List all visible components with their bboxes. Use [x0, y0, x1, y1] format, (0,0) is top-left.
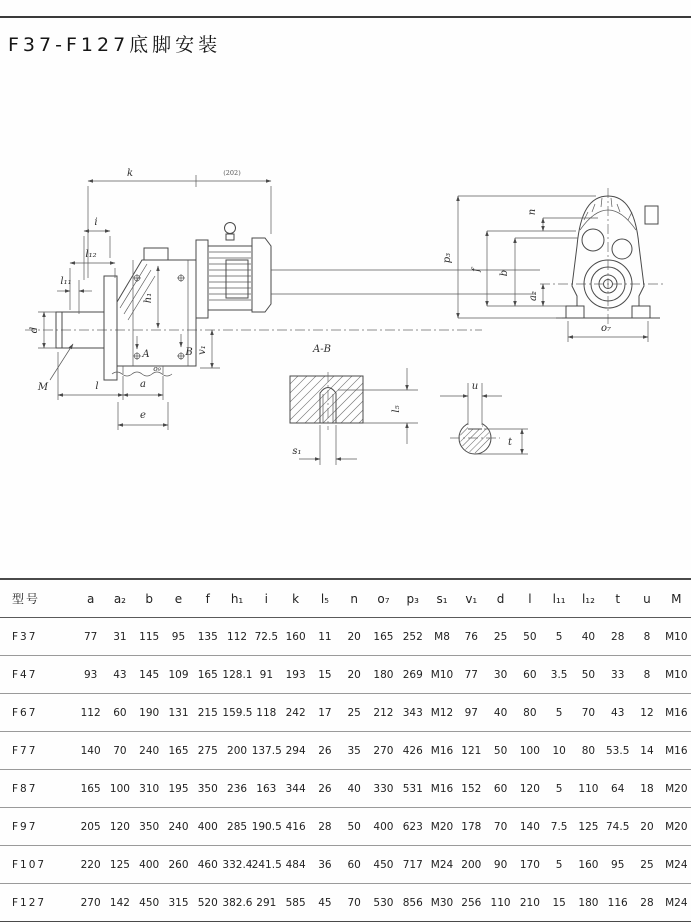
value-cell: 332.4 — [222, 858, 253, 871]
value-cell: 165 — [197, 668, 218, 681]
value-cell: 195 — [168, 782, 189, 795]
value-cell: 212 — [373, 706, 394, 719]
value-cell: 77 — [464, 668, 478, 681]
top-divider — [0, 16, 691, 18]
value-cell: 28 — [318, 820, 332, 833]
dim-label-h1: h₁ — [143, 292, 154, 304]
value-cell: 97 — [464, 706, 478, 719]
value-cell: 60 — [523, 668, 537, 681]
value-cell: 60 — [113, 706, 127, 719]
value-cell: 7.5 — [550, 820, 568, 833]
column-header: o₇ — [377, 591, 390, 606]
value-cell: 20 — [347, 668, 361, 681]
model-cell: F37 — [12, 630, 38, 643]
value-cell: 350 — [139, 820, 160, 833]
column-header: i — [264, 591, 268, 606]
value-cell: 256 — [461, 896, 482, 909]
value-cell: 240 — [168, 820, 189, 833]
value-cell: 623 — [402, 820, 423, 833]
dim-label-l: l — [95, 381, 99, 392]
value-cell: 160 — [578, 858, 599, 871]
dim-label-i: i — [94, 217, 98, 228]
value-cell: M24 — [665, 858, 688, 871]
model-cell: F47 — [12, 668, 38, 681]
value-cell: 43 — [611, 706, 625, 719]
value-cell: M16 — [665, 744, 688, 757]
value-cell: 145 — [139, 668, 160, 681]
column-header: k — [292, 591, 300, 606]
table-row — [0, 808, 691, 846]
value-cell: 77 — [83, 630, 98, 643]
value-cell: 200 — [461, 858, 482, 871]
column-header: v₁ — [465, 591, 478, 606]
value-cell: 35 — [347, 744, 361, 757]
value-cell: 152 — [461, 782, 482, 795]
value-cell: 200 — [227, 744, 248, 757]
value-cell: 856 — [402, 896, 423, 909]
value-cell: 426 — [402, 744, 423, 757]
value-cell: 110 — [490, 896, 511, 909]
dim-label-u: u — [471, 381, 479, 392]
value-cell: 5 — [555, 630, 563, 643]
value-cell: 116 — [607, 896, 628, 909]
value-cell: 585 — [285, 896, 306, 909]
end-view-drawing — [442, 188, 664, 342]
value-cell: 400 — [139, 858, 160, 871]
value-cell: 60 — [347, 858, 361, 871]
value-cell: M12 — [430, 706, 454, 719]
value-cell: 40 — [581, 630, 596, 643]
value-cell: 330 — [373, 782, 394, 795]
value-cell: 350 — [197, 782, 218, 795]
column-header: f — [205, 591, 210, 606]
value-cell: 215 — [197, 706, 218, 719]
value-cell: 460 — [197, 858, 218, 871]
column-header: l₁₁ — [552, 591, 566, 606]
value-cell: 40 — [493, 706, 508, 719]
value-cell: 26 — [318, 782, 332, 795]
value-cell: 53.5 — [606, 744, 630, 757]
value-cell: 95 — [611, 858, 625, 871]
section-mark-A: A — [142, 349, 150, 360]
value-cell: 30 — [493, 668, 508, 681]
dim-label-n: n — [527, 208, 538, 216]
value-cell: 382.6 — [222, 896, 253, 909]
column-header: b — [145, 591, 154, 606]
value-cell: 240 — [139, 744, 160, 757]
value-cell: M20 — [665, 782, 688, 795]
value-cell: 90 — [493, 858, 508, 871]
value-cell: 118 — [256, 706, 277, 719]
table-row — [0, 884, 691, 922]
dim-label-o7: o₇ — [600, 323, 612, 334]
value-cell: 717 — [402, 858, 423, 871]
value-cell: 315 — [168, 896, 189, 909]
dim-label-d: d — [29, 326, 40, 334]
value-cell: 180 — [373, 668, 394, 681]
value-cell: 25 — [493, 630, 508, 643]
value-cell: 142 — [109, 896, 130, 909]
column-header: 型号 — [12, 592, 41, 606]
value-cell: 416 — [285, 820, 306, 833]
value-cell: 165 — [373, 630, 394, 643]
value-cell: 165 — [168, 744, 189, 757]
value-cell: M16 — [430, 744, 454, 757]
dimension-table-wrap — [0, 578, 691, 922]
value-cell: 450 — [139, 896, 160, 909]
value-cell: 165 — [80, 782, 101, 795]
column-header: M — [671, 591, 682, 606]
value-cell: 269 — [402, 668, 423, 681]
dim-label-a: a — [140, 379, 146, 390]
model-cell: F127 — [12, 896, 47, 909]
dim-label-k: k — [126, 168, 134, 179]
table-row — [0, 618, 691, 656]
value-cell: 115 — [139, 630, 160, 643]
value-cell: 17 — [318, 706, 332, 719]
value-cell: 80 — [523, 706, 537, 719]
dim-label-l12: l₁₂ — [85, 249, 97, 260]
table-header — [0, 579, 691, 618]
value-cell: 5 — [555, 782, 563, 795]
value-cell: 530 — [373, 896, 394, 909]
model-cell: F67 — [12, 706, 38, 719]
value-cell: 180 — [578, 896, 599, 909]
value-cell: 80 — [581, 744, 596, 757]
column-header: a₂ — [113, 591, 126, 606]
table-row — [0, 846, 691, 884]
value-cell: M24 — [430, 858, 454, 871]
value-cell: 28 — [640, 896, 654, 909]
value-cell: 18 — [640, 782, 654, 795]
dim-label-a2: a₂ — [528, 291, 539, 301]
column-header: t — [615, 591, 621, 606]
value-cell: 236 — [227, 782, 248, 795]
value-cell: 520 — [197, 896, 218, 909]
table-row — [0, 732, 691, 770]
value-cell: M8 — [434, 630, 450, 643]
value-cell: 120 — [109, 820, 130, 833]
value-cell: 91 — [259, 668, 274, 681]
value-cell: 190 — [139, 706, 160, 719]
value-cell: M24 — [665, 896, 688, 909]
value-cell: 112 — [227, 630, 248, 643]
dim-label-M: M — [37, 382, 49, 393]
value-cell: 140 — [80, 744, 101, 757]
value-cell: 3.5 — [550, 668, 568, 681]
value-cell: 291 — [256, 896, 277, 909]
value-cell: 8 — [643, 668, 651, 681]
dim-label-f: f — [471, 268, 482, 272]
main-view-drawing — [25, 168, 540, 430]
value-cell: 190.5 — [251, 820, 282, 833]
value-cell: 25 — [640, 858, 654, 871]
value-cell: 72.5 — [254, 630, 279, 643]
value-cell: 20 — [347, 630, 361, 643]
value-cell: 70 — [347, 896, 361, 909]
value-cell: 15 — [318, 668, 332, 681]
column-header: l₁₂ — [581, 591, 595, 606]
value-cell: 74.5 — [606, 820, 630, 833]
value-cell: 5 — [555, 706, 563, 719]
value-cell: 242 — [285, 706, 306, 719]
value-cell: 20 — [640, 820, 654, 833]
value-cell: 121 — [461, 744, 482, 757]
value-cell: 50 — [581, 668, 596, 681]
value-cell: 70 — [493, 820, 508, 833]
value-cell: 76 — [464, 630, 478, 643]
dim-label-l5: l₅ — [391, 405, 402, 413]
column-header: h₁ — [230, 591, 244, 606]
value-cell: 450 — [373, 858, 394, 871]
technical-drawing — [0, 128, 691, 573]
model-cell: F97 — [12, 820, 38, 833]
value-cell: 110 — [578, 782, 599, 795]
value-cell: 275 — [197, 744, 218, 757]
value-cell: 70 — [113, 744, 127, 757]
value-cell: 160 — [285, 630, 306, 643]
shaft-section-drawing — [440, 381, 528, 454]
dim-label-b: b — [499, 269, 510, 277]
value-cell: 10 — [552, 744, 566, 757]
value-cell: 28 — [611, 630, 625, 643]
value-cell: 125 — [109, 858, 130, 871]
value-cell: M16 — [665, 706, 688, 719]
value-cell: 400 — [197, 820, 218, 833]
model-cell: F87 — [12, 782, 38, 795]
value-cell: 193 — [285, 668, 306, 681]
table-row — [0, 694, 691, 732]
value-cell: 15 — [552, 896, 566, 909]
motor-length-note: (202) — [223, 169, 241, 177]
value-cell: 205 — [80, 820, 101, 833]
value-cell: M20 — [430, 820, 454, 833]
section-mark-B: B — [185, 347, 193, 358]
value-cell: 11 — [318, 630, 332, 643]
value-cell: 220 — [80, 858, 101, 871]
value-cell: 131 — [168, 706, 189, 719]
column-header: l — [528, 591, 532, 606]
value-cell: 120 — [519, 782, 540, 795]
dim-label-o9: o₉ — [153, 364, 161, 373]
value-cell: 170 — [519, 858, 540, 871]
value-cell: 12 — [640, 706, 654, 719]
value-cell: 125 — [578, 820, 599, 833]
value-cell: 14 — [640, 744, 654, 757]
table-row — [0, 656, 691, 694]
value-cell: 260 — [168, 858, 189, 871]
column-header: e — [174, 591, 183, 606]
value-cell: 33 — [611, 668, 625, 681]
value-cell: 8 — [643, 630, 651, 643]
column-header: u — [643, 591, 651, 606]
value-cell: 159.5 — [222, 706, 253, 719]
value-cell: 112 — [80, 706, 101, 719]
value-cell: 40 — [347, 782, 361, 795]
column-header: s₁ — [436, 591, 448, 606]
value-cell: 137.5 — [251, 744, 282, 757]
dimension-table — [0, 578, 691, 922]
value-cell: 43 — [113, 668, 127, 681]
value-cell: 50 — [347, 820, 361, 833]
value-cell: 310 — [139, 782, 160, 795]
value-cell: 140 — [519, 820, 540, 833]
value-cell: 163 — [256, 782, 277, 795]
value-cell: 241.5 — [251, 858, 282, 871]
value-cell: 50 — [493, 744, 508, 757]
value-cell: M10 — [430, 668, 454, 681]
value-cell: M10 — [665, 668, 688, 681]
value-cell: 270 — [373, 744, 394, 757]
dim-label-s1: s₁ — [292, 446, 302, 457]
value-cell: 100 — [109, 782, 130, 795]
drawing-svg — [0, 128, 691, 573]
column-header: d — [496, 591, 505, 606]
value-cell: 210 — [519, 896, 540, 909]
value-cell: 25 — [347, 706, 361, 719]
dim-label-e: e — [140, 410, 146, 421]
value-cell: M10 — [665, 630, 688, 643]
value-cell: 135 — [197, 630, 218, 643]
value-cell: 109 — [168, 668, 189, 681]
value-cell: 343 — [402, 706, 423, 719]
dim-label-p3: p₃ — [442, 252, 453, 264]
value-cell: 70 — [581, 706, 596, 719]
value-cell: 531 — [402, 782, 423, 795]
section-ab-drawing — [290, 344, 418, 465]
value-cell: 60 — [493, 782, 508, 795]
value-cell: 252 — [402, 630, 423, 643]
page-title: F37-F127底脚安装 — [8, 34, 222, 56]
model-cell: F107 — [12, 858, 47, 871]
value-cell: 100 — [519, 744, 540, 757]
value-cell: M30 — [430, 896, 454, 909]
value-cell: M20 — [665, 820, 688, 833]
value-cell: 93 — [83, 668, 98, 681]
value-cell: 5 — [555, 858, 563, 871]
value-cell: 50 — [523, 630, 537, 643]
value-cell: 31 — [113, 630, 127, 643]
value-cell: 178 — [461, 820, 482, 833]
table-row — [0, 770, 691, 808]
value-cell: 484 — [285, 858, 306, 871]
column-header: n — [350, 591, 358, 606]
value-cell: 95 — [171, 630, 186, 643]
dim-label-v1: v₁ — [197, 345, 208, 355]
value-cell: 64 — [611, 782, 625, 795]
value-cell: 285 — [227, 820, 248, 833]
column-header: a — [86, 591, 95, 606]
column-header: l₅ — [320, 591, 329, 606]
value-cell: 270 — [80, 896, 101, 909]
value-cell: 26 — [318, 744, 332, 757]
value-cell: 36 — [318, 858, 332, 871]
column-header: p₃ — [406, 591, 419, 606]
value-cell: 344 — [285, 782, 306, 795]
value-cell: 45 — [318, 896, 332, 909]
section-title: A-B — [313, 344, 331, 355]
value-cell: 128.1 — [222, 668, 253, 681]
model-cell: F77 — [12, 744, 38, 757]
value-cell: M16 — [430, 782, 454, 795]
dim-label-l11: l₁₁ — [60, 276, 72, 287]
value-cell: 294 — [285, 744, 306, 757]
dim-label-t: t — [507, 437, 513, 448]
value-cell: 400 — [373, 820, 394, 833]
